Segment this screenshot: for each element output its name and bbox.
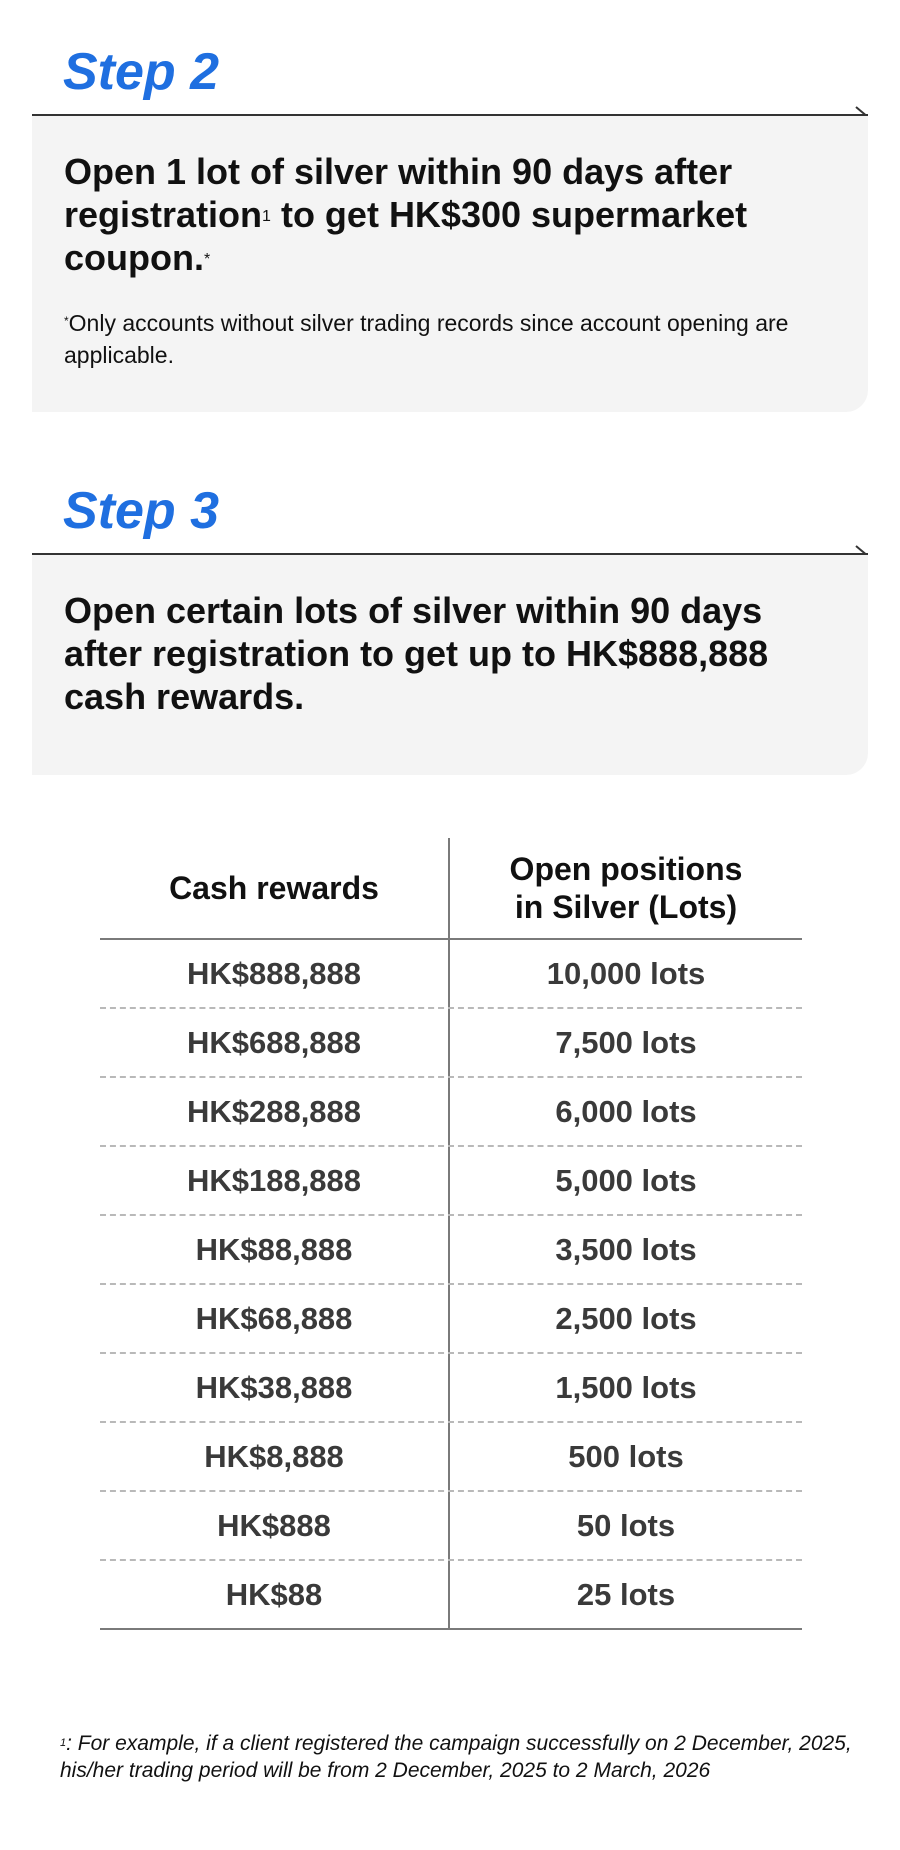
step-2-title: Step 2 (63, 43, 220, 101)
header-positions-line1: Open positions (509, 851, 743, 887)
table-row (100, 1423, 802, 1492)
table-row (100, 940, 802, 1009)
table-header (100, 838, 802, 940)
step-3-title: Step 3 (63, 482, 220, 540)
lots-cell: 1,500 lots (555, 1369, 697, 1405)
cash-reward-cell: HK$88,888 (100, 1216, 450, 1283)
rewards-table (100, 838, 802, 1630)
footnote (60, 1730, 860, 1784)
table-row (100, 1009, 802, 1078)
table-row (100, 1216, 802, 1285)
step-2-headline-part2: to get HK$300 supermarket coupon. (64, 194, 748, 278)
header-cash-rewards: Cash rewards (100, 838, 450, 938)
lots-cell: 7,500 lots (555, 1024, 697, 1060)
step-2-note (64, 307, 836, 371)
step-3-card (32, 555, 868, 775)
step-2-headline (64, 150, 836, 279)
cash-reward-cell: HK$188,888 (100, 1147, 450, 1214)
footnote-text: : For example, if a client registered the campaign successfully on 2 December, 2025, his/her trading period will be from 2 December, 2025 to 2 March, 2026 (60, 1732, 852, 1782)
cash-reward-cell: HK$888,888 (100, 940, 450, 1007)
step-2-card (32, 116, 868, 412)
table-row (100, 1147, 802, 1216)
note-asterisk: * (64, 314, 69, 328)
lots-cell: 3,500 lots (555, 1231, 697, 1267)
footnote-marker: 1 (262, 208, 271, 225)
table-row (100, 1285, 802, 1354)
table-body (100, 940, 802, 1630)
step-2-headline-part1: Open 1 lot of silver within 90 days after registration (64, 151, 733, 235)
step-3-headline: Open certain lots of silver within 90 days after registration to get up to HK$888,888 cash rewards. (64, 590, 769, 717)
cash-reward-cell: HK$288,888 (100, 1078, 450, 1145)
cash-reward-cell: HK$8,888 (100, 1423, 450, 1490)
header-open-positions (450, 838, 802, 938)
footnote-marker-label: 1 (60, 1737, 67, 1749)
cash-reward-cell: HK$68,888 (100, 1285, 450, 1352)
cash-reward-cell: HK$688,888 (100, 1009, 450, 1076)
table-row (100, 1078, 802, 1147)
lots-cell: 50 lots (576, 1507, 676, 1543)
lots-cell: 2,500 lots (555, 1300, 697, 1336)
asterisk-marker: * (203, 251, 211, 268)
cash-reward-cell: HK$38,888 (100, 1354, 450, 1421)
table-row (100, 1492, 802, 1561)
lots-cell: 10,000 lots (546, 955, 706, 991)
header-positions-line2: in Silver (Lots) (514, 889, 738, 925)
cash-reward-cell: HK$88 (100, 1561, 450, 1628)
lots-cell: 25 lots (576, 1576, 676, 1612)
lots-cell: 5,000 lots (555, 1162, 697, 1198)
step-2-note-text: Only accounts without silver trading records since account opening are applicable. (64, 310, 789, 368)
table-row (100, 1561, 802, 1630)
lots-cell: 500 lots (568, 1438, 684, 1474)
lots-cell: 6,000 lots (555, 1093, 697, 1129)
cash-reward-cell: HK$888 (100, 1492, 450, 1559)
table-row (100, 1354, 802, 1423)
